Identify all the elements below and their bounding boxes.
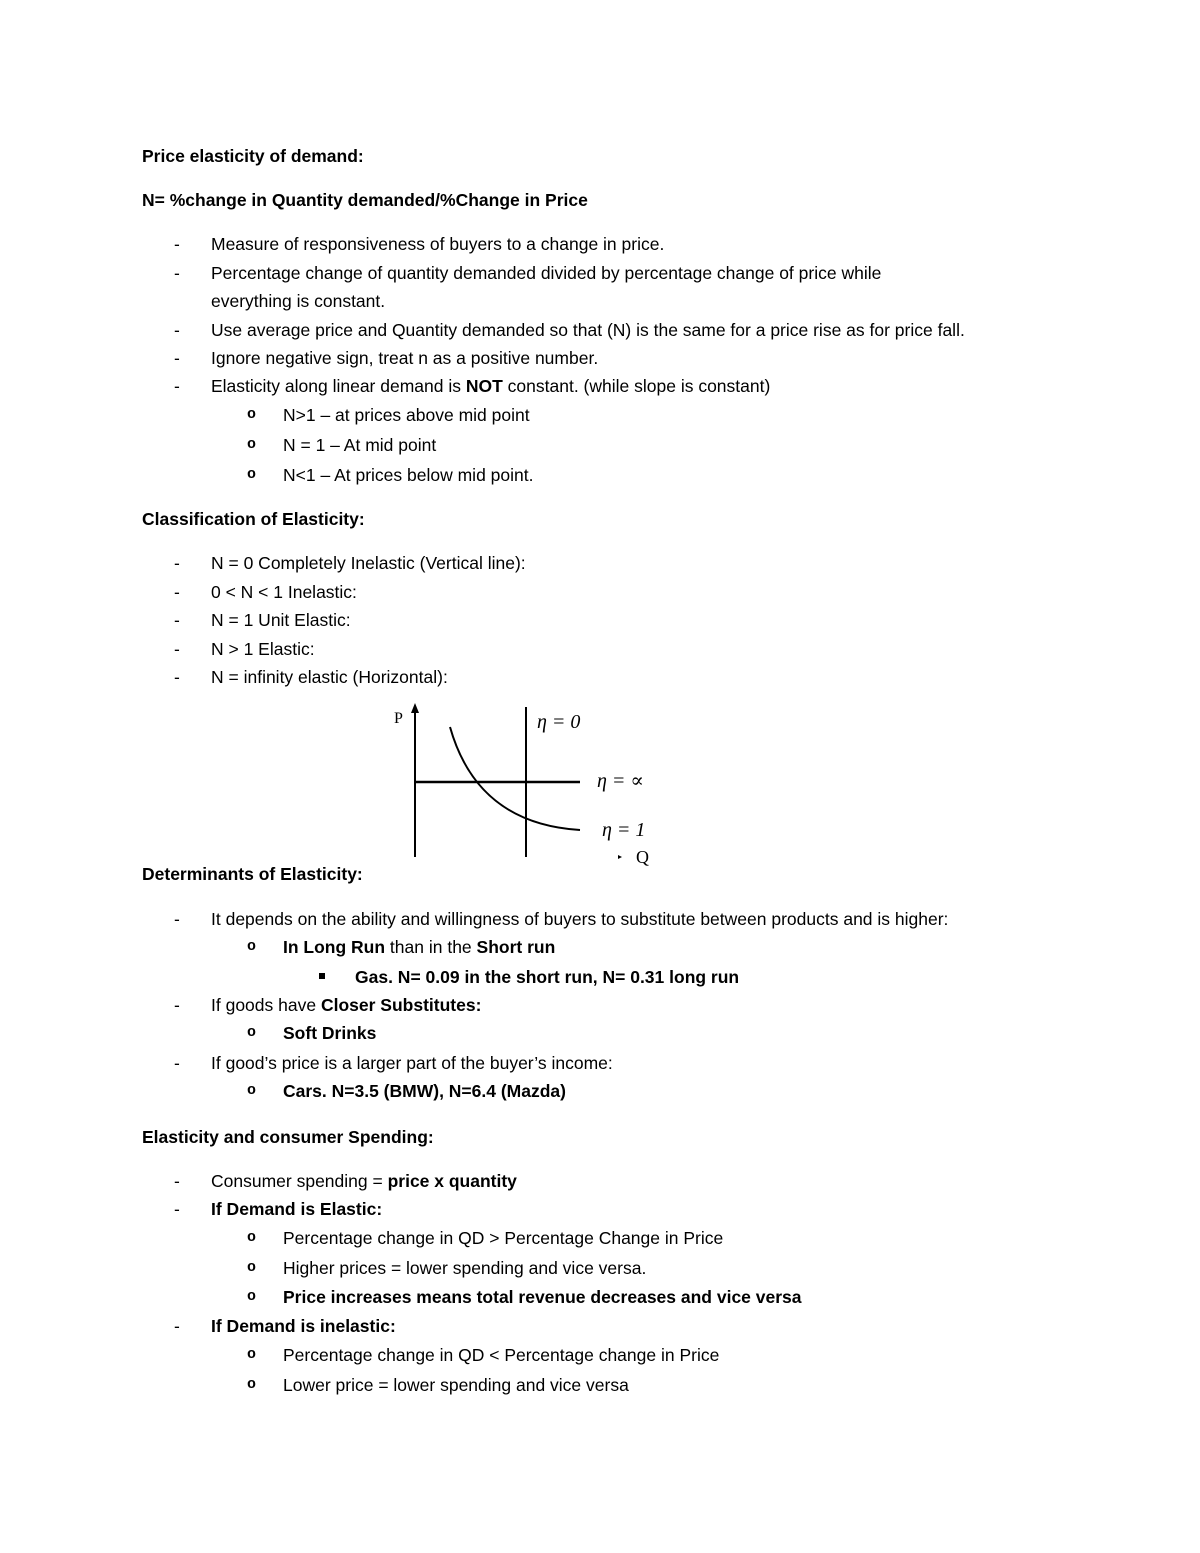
dash-bullet: -: [174, 376, 180, 396]
list-item: Percentage change of quantity demanded divided by percentage change of price while: [211, 263, 882, 283]
sub-item: N<1 – At prices below mid point.: [283, 465, 534, 485]
dash-bullet: -: [174, 320, 180, 340]
sub-item: Percentage change in QD > Percentage Change in Price: [283, 1228, 724, 1248]
dash-bullet: -: [174, 263, 180, 283]
circle-bullet: o: [247, 436, 257, 453]
dash-bullet: -: [174, 553, 180, 573]
list-item-linear: [211, 375, 770, 397]
elasticity-figure: [380, 695, 680, 870]
label-eta-one: η = 1: [602, 819, 646, 841]
list-item: Measure of responsiveness of buyers to a change in price.: [211, 234, 665, 254]
list-item: 0 < N < 1 Inelastic:: [211, 582, 357, 602]
dash-bullet: -: [174, 639, 180, 659]
sub-item-long-run: [283, 936, 555, 958]
circle-bullet: o: [247, 938, 257, 955]
sub-item: N = 1 – At mid point: [283, 435, 437, 455]
sub-item-soft-drinks: Soft Drinks: [283, 1023, 377, 1043]
list-item: Ignore negative sign, treat n as a positive number.: [211, 348, 599, 368]
dash-bullet: -: [174, 667, 180, 687]
dash-bullet: -: [174, 1053, 180, 1073]
sub-item-cars: Cars. N=3.5 (BMW), N=6.4 (Mazda): [283, 1081, 566, 1101]
sub-item: Lower price = lower spending and vice versa: [283, 1375, 629, 1395]
square-bullet: [319, 973, 325, 979]
text-run-bold: Closer Substitutes:: [320, 995, 482, 1015]
circle-bullet: o: [247, 1376, 257, 1393]
text-run: Elasticity along linear demand is: [211, 376, 466, 396]
list-item-substitutes: [211, 994, 481, 1016]
text-run-bold: In Long Run: [283, 937, 386, 957]
sub-item: Higher prices = lower spending and vice versa.: [283, 1258, 647, 1278]
list-item: N = infinity elastic (Horizontal):: [211, 667, 448, 687]
heading-spending: Elasticity and consumer Spending:: [142, 1127, 434, 1147]
dash-bullet: -: [174, 234, 180, 254]
p-axis-arrow: [411, 703, 419, 713]
dash-bullet: -: [174, 1171, 180, 1191]
q-axis-label: Q: [636, 847, 649, 867]
heading-price-elasticity: Price elasticity of demand:: [142, 146, 364, 166]
heading-determinants: Determinants of Elasticity:: [142, 864, 363, 884]
dash-bullet: -: [174, 995, 180, 1015]
circle-bullet: o: [247, 1346, 257, 1363]
sub-sub-item-gas: Gas. N= 0.09 in the short run, N= 0.31 long run: [355, 967, 740, 987]
list-item-continuation: everything is constant.: [211, 291, 386, 311]
elasticity-formula: N= %change in Quantity demanded/%Change in Price: [142, 190, 588, 210]
dash-bullet: -: [174, 1316, 180, 1336]
label-eta-zero: η = 0: [537, 711, 581, 733]
text-run-bold: Short run: [476, 937, 556, 957]
list-item-inelastic: If Demand is inelastic:: [211, 1316, 396, 1336]
circle-bullet: o: [247, 1229, 257, 1246]
dash-bullet: -: [174, 909, 180, 929]
dash-bullet: -: [174, 348, 180, 368]
text-run: Consumer spending =: [211, 1171, 388, 1191]
dash-bullet: -: [174, 1199, 180, 1219]
circle-bullet: o: [247, 466, 257, 483]
text-run: constant. (while slope is constant): [502, 376, 771, 396]
text-run: than in the: [385, 937, 477, 957]
circle-bullet: o: [247, 406, 257, 423]
sub-item: Percentage change in QD < Percentage change in Price: [283, 1345, 720, 1365]
list-item: It depends on the ability and willingness of buyers to substitute between products and is higher:: [211, 909, 949, 929]
list-item: N = 1 Unit Elastic:: [211, 610, 351, 630]
circle-bullet: o: [247, 1024, 257, 1041]
circle-bullet: o: [247, 1082, 257, 1099]
dash-bullet: -: [174, 582, 180, 602]
list-item: N > 1 Elastic:: [211, 639, 315, 659]
dash-bullet: -: [174, 610, 180, 630]
text-run-bold: price x quantity: [387, 1171, 517, 1191]
label-eta-infinity: η = ∝: [597, 770, 644, 792]
list-item: Use average price and Quantity demanded so that (N) is the same for a price rise as for price fall.: [211, 320, 965, 340]
text-run-bold: NOT: [465, 376, 503, 396]
heading-classification: Classification of Elasticity:: [142, 509, 365, 529]
list-item-elastic: If Demand is Elastic:: [211, 1199, 383, 1219]
list-item: If good’s price is a larger part of the buyer’s income:: [211, 1053, 613, 1073]
sub-item: N>1 – at prices above mid point: [283, 405, 530, 425]
p-axis-label: P: [394, 710, 403, 727]
circle-bullet: o: [247, 1288, 257, 1305]
list-item: N = 0 Completely Inelastic (Vertical line):: [211, 553, 526, 573]
sub-item-revenue: Price increases means total revenue decreases and vice versa: [283, 1287, 802, 1307]
unit-elastic-curve: [450, 727, 580, 830]
circle-bullet: o: [247, 1259, 257, 1276]
text-run: If goods have: [211, 995, 321, 1015]
q-axis-arrowhead: [618, 855, 622, 859]
list-item-consumer-spending: [211, 1170, 517, 1192]
